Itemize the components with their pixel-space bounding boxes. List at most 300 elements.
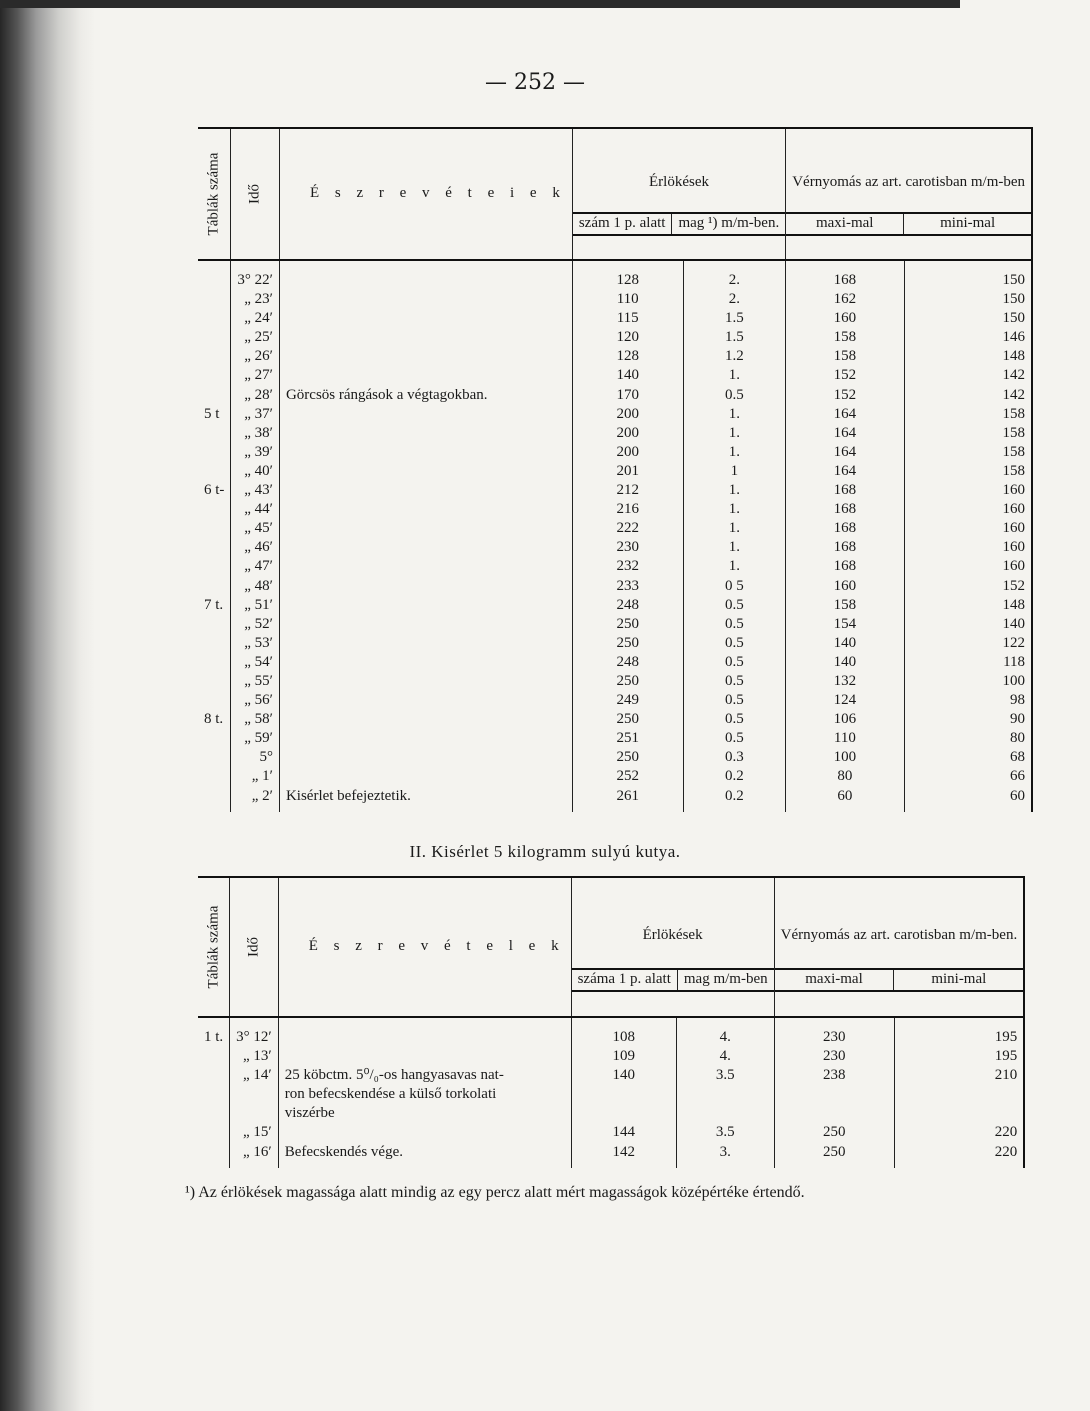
cell-max: 230: [774, 1017, 894, 1047]
table-row: [198, 347, 1032, 366]
cell-note: [278, 1017, 571, 1047]
cell-max: 140: [786, 634, 904, 653]
cell-min: 140: [904, 615, 1032, 634]
cell-max: 80: [786, 767, 904, 786]
cell-ido: [230, 1104, 279, 1123]
table-row: [198, 481, 1032, 500]
cell-max: 140: [786, 653, 904, 672]
cell-szam: 212: [572, 481, 683, 500]
cell-ido: „ 48′: [231, 577, 280, 596]
cell-mag: 1.5: [683, 309, 786, 328]
cell-note: [279, 710, 572, 729]
cell-ido: 3° 12′: [230, 1017, 279, 1047]
cell-max: 160: [786, 577, 904, 596]
cell-szam: 120: [572, 328, 683, 347]
cell-tab: [198, 386, 231, 405]
cell-min: 158: [904, 462, 1032, 481]
cell-min: 148: [904, 347, 1032, 366]
cell-szam: 109: [571, 1047, 676, 1066]
cell-mag: 2.: [683, 260, 786, 290]
cell-min: 80: [904, 729, 1032, 748]
table-header-row: [198, 877, 1024, 1017]
cell-note: [279, 366, 572, 385]
table-row: [198, 1123, 1024, 1142]
section-title: II. Kisérlet 5 kilogramm sulyú kutya.: [409, 842, 681, 861]
cell-max: 164: [786, 405, 904, 424]
cell-ido: „ 55′: [231, 672, 280, 691]
cell-ido: „ 27′: [231, 366, 280, 385]
cell-szam: 232: [572, 557, 683, 576]
table-row: [198, 672, 1032, 691]
cell-min: 98: [904, 691, 1032, 710]
header-tablak-szama: Táblák száma: [198, 877, 230, 1017]
table-row: [198, 538, 1032, 557]
cell-szam: 230: [572, 538, 683, 557]
footnote: ¹) Az érlökések magassága alatt mindig az egy percz alatt mért magasságok középértéke értendő.: [185, 1184, 805, 1201]
cell-mag: 1.5: [683, 328, 786, 347]
cell-tab: [198, 1047, 230, 1066]
cell-note: [279, 634, 572, 653]
cell-ido: „ 16′: [230, 1143, 279, 1168]
header-eszrevetelek: É s z r e v é t e i e k: [279, 128, 572, 260]
cell-min: [894, 1104, 1024, 1123]
cell-max: 164: [786, 443, 904, 462]
cell-ido: „ 43′: [231, 481, 280, 500]
cell-note: [279, 615, 572, 634]
cell-max: 168: [786, 538, 904, 557]
cell-szam: 140: [572, 366, 683, 385]
cell-note: 25 köbctm. 5⁰/₀-os hangyasavas nat-: [278, 1066, 571, 1085]
cell-mag: 0.5: [683, 615, 786, 634]
cell-max: 132: [786, 672, 904, 691]
cell-min: 150: [904, 309, 1032, 328]
header-erlokesek: Érlökések: [573, 152, 785, 213]
cell-szam: 200: [572, 424, 683, 443]
cell-mag: 0.2: [683, 767, 786, 786]
cell-tab: [198, 672, 231, 691]
experiment-1-table: [198, 127, 1033, 812]
cell-min: 160: [904, 500, 1032, 519]
header-mag: mag ¹) m/m-ben.: [672, 213, 785, 234]
table-row: [198, 1143, 1024, 1168]
cell-note: [279, 443, 572, 462]
header-mag: mag m/m-ben: [677, 969, 773, 990]
cell-ido: „ 47′: [231, 557, 280, 576]
cell-szam: 261: [572, 787, 683, 812]
header-ido: Idő: [231, 128, 280, 260]
cell-min: 66: [904, 767, 1032, 786]
cell-note: [279, 653, 572, 672]
cell-ido: „ 13′: [230, 1047, 279, 1066]
cell-ido: „ 39′: [231, 443, 280, 462]
cell-szam: 142: [571, 1143, 676, 1168]
cell-tab: [198, 1104, 230, 1123]
cell-max: 168: [786, 481, 904, 500]
cell-tab: [198, 1143, 230, 1168]
cell-note: [279, 260, 572, 290]
cell-mag: 3.: [676, 1143, 774, 1168]
cell-min: 60: [904, 787, 1032, 812]
cell-max: [774, 1085, 894, 1104]
cell-note: [279, 557, 572, 576]
cell-tab: 6 t-: [198, 481, 231, 500]
table-header-row: [198, 128, 1032, 260]
cell-szam: 200: [572, 443, 683, 462]
cell-min: 220: [894, 1123, 1024, 1142]
header-szam: szám 1 p. alatt: [573, 213, 672, 234]
cell-ido: „ 28′: [231, 386, 280, 405]
header-erlokesek: Érlökések: [572, 902, 774, 969]
cell-min: 160: [904, 557, 1032, 576]
cell-note: [279, 519, 572, 538]
cell-max: 164: [786, 424, 904, 443]
cell-szam: 233: [572, 577, 683, 596]
cell-tab: [198, 767, 231, 786]
cell-tab: [198, 653, 231, 672]
cell-min: 160: [904, 481, 1032, 500]
table-row: [198, 1066, 1024, 1085]
cell-note: [279, 328, 572, 347]
table-row: [198, 424, 1032, 443]
cell-mag: 1.2: [683, 347, 786, 366]
cell-ido: „ 24′: [231, 309, 280, 328]
cell-ido: „ 51′: [231, 596, 280, 615]
cell-mag: 0.5: [683, 691, 786, 710]
cell-max: 124: [786, 691, 904, 710]
cell-ido: „ 1′: [231, 767, 280, 786]
cell-mag: 2.: [683, 290, 786, 309]
cell-tab: 8 t.: [198, 710, 231, 729]
table-row: [198, 1047, 1024, 1066]
cell-tab: [198, 462, 231, 481]
cell-ido: „ 40′: [231, 462, 280, 481]
cell-ido: „ 58′: [231, 710, 280, 729]
top-edge-shadow: [0, 0, 960, 8]
cell-max: 154: [786, 615, 904, 634]
header-ido: Idő: [230, 877, 279, 1017]
cell-note: [279, 748, 572, 767]
table-row: [198, 290, 1032, 309]
table-row: [198, 729, 1032, 748]
cell-note: [279, 462, 572, 481]
cell-tab: [198, 729, 231, 748]
cell-mag: 1.: [683, 405, 786, 424]
table-row: [198, 615, 1032, 634]
cell-mag: 1.: [683, 366, 786, 385]
cell-szam: [571, 1085, 676, 1104]
cell-mag: 1.: [683, 557, 786, 576]
cell-min: 220: [894, 1143, 1024, 1168]
cell-tab: [198, 634, 231, 653]
cell-ido: „ 44′: [231, 500, 280, 519]
cell-mag: 3.5: [676, 1123, 774, 1142]
cell-note: [279, 500, 572, 519]
table-row: [198, 748, 1032, 767]
table-row: [198, 557, 1032, 576]
cell-note: [279, 691, 572, 710]
cell-min: 158: [904, 443, 1032, 462]
cell-mag: 0.5: [683, 729, 786, 748]
header-maximal: maxi-mal: [775, 969, 894, 990]
cell-min: 160: [904, 538, 1032, 557]
cell-mag: 3.5: [676, 1066, 774, 1085]
table-row: [198, 596, 1032, 615]
cell-tab: [198, 557, 231, 576]
cell-mag: 0.2: [683, 787, 786, 812]
cell-szam: 249: [572, 691, 683, 710]
cell-min: 148: [904, 596, 1032, 615]
cell-note: ron befecskendése a külső torkolati: [278, 1085, 571, 1104]
cell-szam: 110: [572, 290, 683, 309]
table-row: [198, 462, 1032, 481]
cell-min: 152: [904, 577, 1032, 596]
cell-tab: 7 t.: [198, 596, 231, 615]
cell-szam: 200: [572, 405, 683, 424]
cell-szam: 140: [571, 1066, 676, 1085]
cell-szam: 250: [572, 634, 683, 653]
cell-tab: 1 t.: [198, 1017, 230, 1047]
table-row: [198, 386, 1032, 405]
cell-tab: 5 t: [198, 405, 231, 424]
cell-szam: 128: [572, 260, 683, 290]
cell-tab: [198, 328, 231, 347]
cell-note: [279, 405, 572, 424]
cell-min: 142: [904, 366, 1032, 385]
cell-ido: „ 14′: [230, 1066, 279, 1085]
cell-max: 250: [774, 1143, 894, 1168]
cell-tab: [198, 615, 231, 634]
cell-tab: [198, 748, 231, 767]
cell-max: 164: [786, 462, 904, 481]
cell-ido: „ 15′: [230, 1123, 279, 1142]
cell-szam: 108: [571, 1017, 676, 1047]
table-row: [198, 443, 1032, 462]
page-number: — 252 —: [485, 70, 585, 95]
cell-min: 142: [904, 386, 1032, 405]
cell-mag: 0.5: [683, 672, 786, 691]
cell-mag: [676, 1085, 774, 1104]
cell-min: 158: [904, 424, 1032, 443]
cell-note: [279, 538, 572, 557]
cell-mag: 1.: [683, 538, 786, 557]
cell-note: Görcsös rángások a végtagokban.: [279, 386, 572, 405]
cell-note: [279, 729, 572, 748]
cell-szam: 201: [572, 462, 683, 481]
cell-tab: [198, 443, 231, 462]
experiment-2-table: [198, 876, 1025, 1168]
table-row: [198, 309, 1032, 328]
cell-ido: [230, 1085, 279, 1104]
header-eszrevetelek: É s z r e v é t e l e k: [278, 877, 571, 1017]
table-row: [198, 787, 1032, 812]
cell-szam: 250: [572, 748, 683, 767]
cell-tab: [198, 519, 231, 538]
cell-mag: 0 5: [683, 577, 786, 596]
cell-szam: 250: [572, 615, 683, 634]
header-vernyomas: Vérnyomás az art. carotisban m/m-ben.: [775, 902, 1024, 969]
table-row: [198, 767, 1032, 786]
cell-ido: „ 52′: [231, 615, 280, 634]
cell-note: [278, 1047, 571, 1066]
table-row: [198, 1085, 1024, 1104]
cell-ido: „ 38′: [231, 424, 280, 443]
cell-szam: 250: [572, 672, 683, 691]
cell-szam: 216: [572, 500, 683, 519]
cell-mag: 1: [683, 462, 786, 481]
cell-ido: „ 56′: [231, 691, 280, 710]
cell-max: 250: [774, 1123, 894, 1142]
cell-tab: [198, 691, 231, 710]
header-szam: száma 1 p. alatt: [572, 969, 678, 990]
cell-note: [279, 309, 572, 328]
cell-ido: „ 53′: [231, 634, 280, 653]
cell-mag: 1.: [683, 443, 786, 462]
cell-mag: 1.: [683, 424, 786, 443]
cell-tab: [198, 366, 231, 385]
header-vernyomas: Vérnyomás az art. carotisban m/m-ben: [786, 152, 1031, 213]
table-row: [198, 691, 1032, 710]
cell-ido: „ 45′: [231, 519, 280, 538]
cell-szam: [571, 1104, 676, 1123]
table-row: [198, 519, 1032, 538]
cell-max: 152: [786, 366, 904, 385]
cell-szam: 250: [572, 710, 683, 729]
cell-min: 195: [894, 1047, 1024, 1066]
cell-tab: [198, 347, 231, 366]
cell-min: 122: [904, 634, 1032, 653]
header-tablak-szama: Táblák száma: [198, 128, 231, 260]
cell-mag: 0.3: [683, 748, 786, 767]
cell-szam: 144: [571, 1123, 676, 1142]
cell-mag: 0.5: [683, 710, 786, 729]
cell-note: Kisérlet befejeztetik.: [279, 787, 572, 812]
cell-mag: 0.5: [683, 634, 786, 653]
cell-tab: [198, 260, 231, 290]
cell-max: 158: [786, 596, 904, 615]
cell-min: 118: [904, 653, 1032, 672]
cell-note: [279, 290, 572, 309]
cell-tab: [198, 787, 231, 812]
cell-ido: „ 46′: [231, 538, 280, 557]
cell-mag: 1.: [683, 519, 786, 538]
table-row: [198, 405, 1032, 424]
cell-max: 158: [786, 328, 904, 347]
cell-min: 100: [904, 672, 1032, 691]
table-row: [198, 500, 1032, 519]
cell-note: [279, 424, 572, 443]
cell-min: 158: [904, 405, 1032, 424]
cell-max: 168: [786, 260, 904, 290]
cell-min: 68: [904, 748, 1032, 767]
table-row: [198, 328, 1032, 347]
cell-szam: 170: [572, 386, 683, 405]
table-row: [198, 1017, 1024, 1047]
cell-min: 90: [904, 710, 1032, 729]
cell-mag: 4.: [676, 1047, 774, 1066]
table-row: [198, 710, 1032, 729]
cell-max: 110: [786, 729, 904, 748]
cell-szam: 248: [572, 596, 683, 615]
cell-szam: 248: [572, 653, 683, 672]
cell-min: [894, 1085, 1024, 1104]
cell-mag: 0.5: [683, 653, 786, 672]
cell-szam: 252: [572, 767, 683, 786]
cell-ido: 5°: [231, 748, 280, 767]
cell-tab: [198, 1066, 230, 1085]
cell-max: 230: [774, 1047, 894, 1066]
book-spine-shadow: [0, 0, 95, 1411]
cell-max: 168: [786, 500, 904, 519]
cell-max: 158: [786, 347, 904, 366]
cell-min: 195: [894, 1017, 1024, 1047]
cell-mag: 0.5: [683, 596, 786, 615]
cell-note: [279, 577, 572, 596]
cell-max: [774, 1104, 894, 1123]
cell-tab: [198, 424, 231, 443]
table-row: [198, 634, 1032, 653]
table-row: [198, 366, 1032, 385]
cell-note: [278, 1123, 571, 1142]
cell-mag: 4.: [676, 1017, 774, 1047]
cell-tab: [198, 290, 231, 309]
cell-note: [279, 672, 572, 691]
cell-ido: „ 2′: [231, 787, 280, 812]
cell-max: 168: [786, 519, 904, 538]
cell-ido: „ 37′: [231, 405, 280, 424]
table-row: [198, 653, 1032, 672]
cell-tab: [198, 309, 231, 328]
table-row: [198, 577, 1032, 596]
cell-tab: [198, 500, 231, 519]
cell-note: [279, 596, 572, 615]
cell-min: 150: [904, 290, 1032, 309]
cell-szam: 251: [572, 729, 683, 748]
cell-ido: „ 59′: [231, 729, 280, 748]
cell-ido: „ 23′: [231, 290, 280, 309]
cell-max: 100: [786, 748, 904, 767]
cell-min: 150: [904, 260, 1032, 290]
cell-max: 160: [786, 309, 904, 328]
cell-ido: „ 54′: [231, 653, 280, 672]
cell-szam: 115: [572, 309, 683, 328]
table-row: [198, 260, 1032, 290]
cell-min: 210: [894, 1066, 1024, 1085]
cell-min: 160: [904, 519, 1032, 538]
cell-max: 106: [786, 710, 904, 729]
cell-min: 146: [904, 328, 1032, 347]
header-minimal: mini-mal: [894, 969, 1023, 990]
cell-max: 152: [786, 386, 904, 405]
cell-tab: [198, 1123, 230, 1142]
cell-mag: 1.: [683, 481, 786, 500]
cell-ido: „ 25′: [231, 328, 280, 347]
cell-note: [279, 767, 572, 786]
cell-tab: [198, 1085, 230, 1104]
cell-szam: 222: [572, 519, 683, 538]
header-maximal: maxi-mal: [786, 213, 904, 234]
cell-ido: „ 26′: [231, 347, 280, 366]
cell-max: 60: [786, 787, 904, 812]
cell-tab: [198, 577, 231, 596]
cell-note: Befecskendés vége.: [278, 1143, 571, 1168]
cell-mag: [676, 1104, 774, 1123]
cell-note: viszérbe: [278, 1104, 571, 1123]
cell-note: [279, 347, 572, 366]
table-row: [198, 1104, 1024, 1123]
cell-szam: 128: [572, 347, 683, 366]
cell-ido: 3° 22′: [231, 260, 280, 290]
cell-note: [279, 481, 572, 500]
